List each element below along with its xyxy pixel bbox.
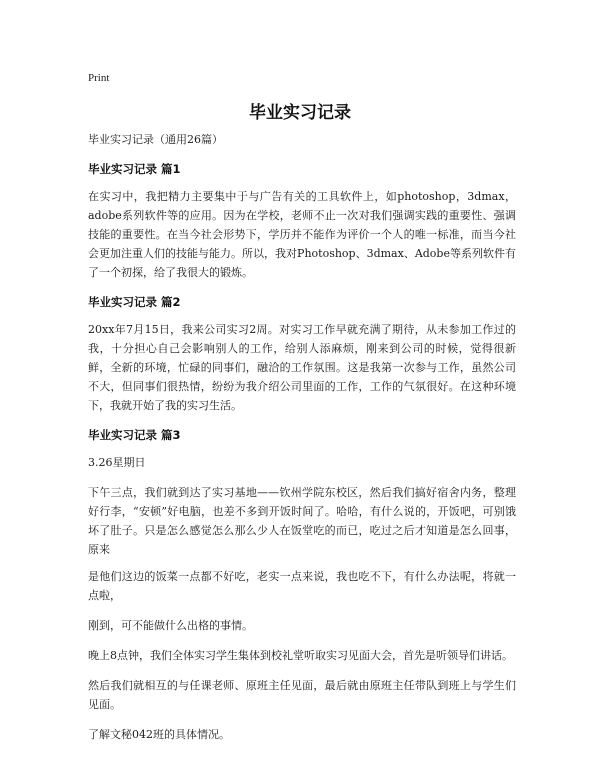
section-3-paragraph-5: 然后我们就相互的与任课老师、原班主任见面，最后就由原班主任带队到班上与学生们见面。: [88, 679, 516, 711]
document-subtitle: 毕业实习记录（通用26篇）: [88, 133, 223, 146]
section-3-paragraph-3: 刚到，可不能做什么出格的事情。: [88, 619, 253, 632]
section-3-paragraph-6: 了解文秘042班的具体情况。: [88, 728, 230, 741]
section-heading-1: 毕业实习记录 篇1: [88, 162, 181, 176]
section-heading-2: 毕业实习记录 篇2: [88, 295, 181, 309]
section-3-paragraph-1: 下午三点，我们就到达了实习基地——钦州学院东校区，然后我们搞好宿舍内务，整理好行李，“安顿”好电脑，也差不多到开饭时间了。哈哈，有什么说的，开饭吧，可别饿坏了肚子。只是怎么感觉怎么那么少人在饭堂吃的而已，吃过之后才知道是怎么回事，原来: [88, 486, 516, 556]
section-heading-3: 毕业实习记录 篇3: [88, 428, 181, 442]
section-1-paragraph: 在实习中，我把精力主要集中于与广告有关的工具软件上，如photoshop，3dmax，adobe系列软件等的应用。因为在学校，老师不止一次对我们强调实践的重要性、强调技能的重要性。在当今社会形势下，学历并不能作为评价一个人的唯一标准，而当今社会更加注重人们的技能与能力。所以，我对Photoshop、3dmax、Adobe等系列软件有了一个初探，给了我很大的锻炼。: [88, 190, 516, 279]
page-title: 毕业实习记录: [249, 103, 351, 123]
document-body: [88, 130, 516, 755]
section-3-date: 3.26星期日: [88, 456, 146, 469]
section-3-paragraph-2: 是他们这边的饭菜一点都不好吃，老实一点来说，我也吃不下，有什么办法呢，将就一点啦，: [88, 570, 516, 602]
print-label: Print: [88, 72, 110, 84]
section-2-paragraph: 20xx年7月15日，我来公司实习2周。对实习工作早就充满了期待，从未参加工作过的我，十分担心自己会影响别人的工作，给别人添麻烦，刚来到公司的时候，觉得很新鲜，全新的环境，忙碌的同事们，融洽的工作氛围。这是我第一次参与工作，虽然公司不大，但同事们很热情，纷纷为我介绍公司里面的工作，工作的气氛很好。在这种环境下，我就开始了我的实习生活。: [88, 323, 516, 412]
section-3-paragraph-4: 晚上8点钟，我们全体实习学生集体到校礼堂听取实习见面大会，首先是听领导们讲话。: [88, 649, 513, 662]
